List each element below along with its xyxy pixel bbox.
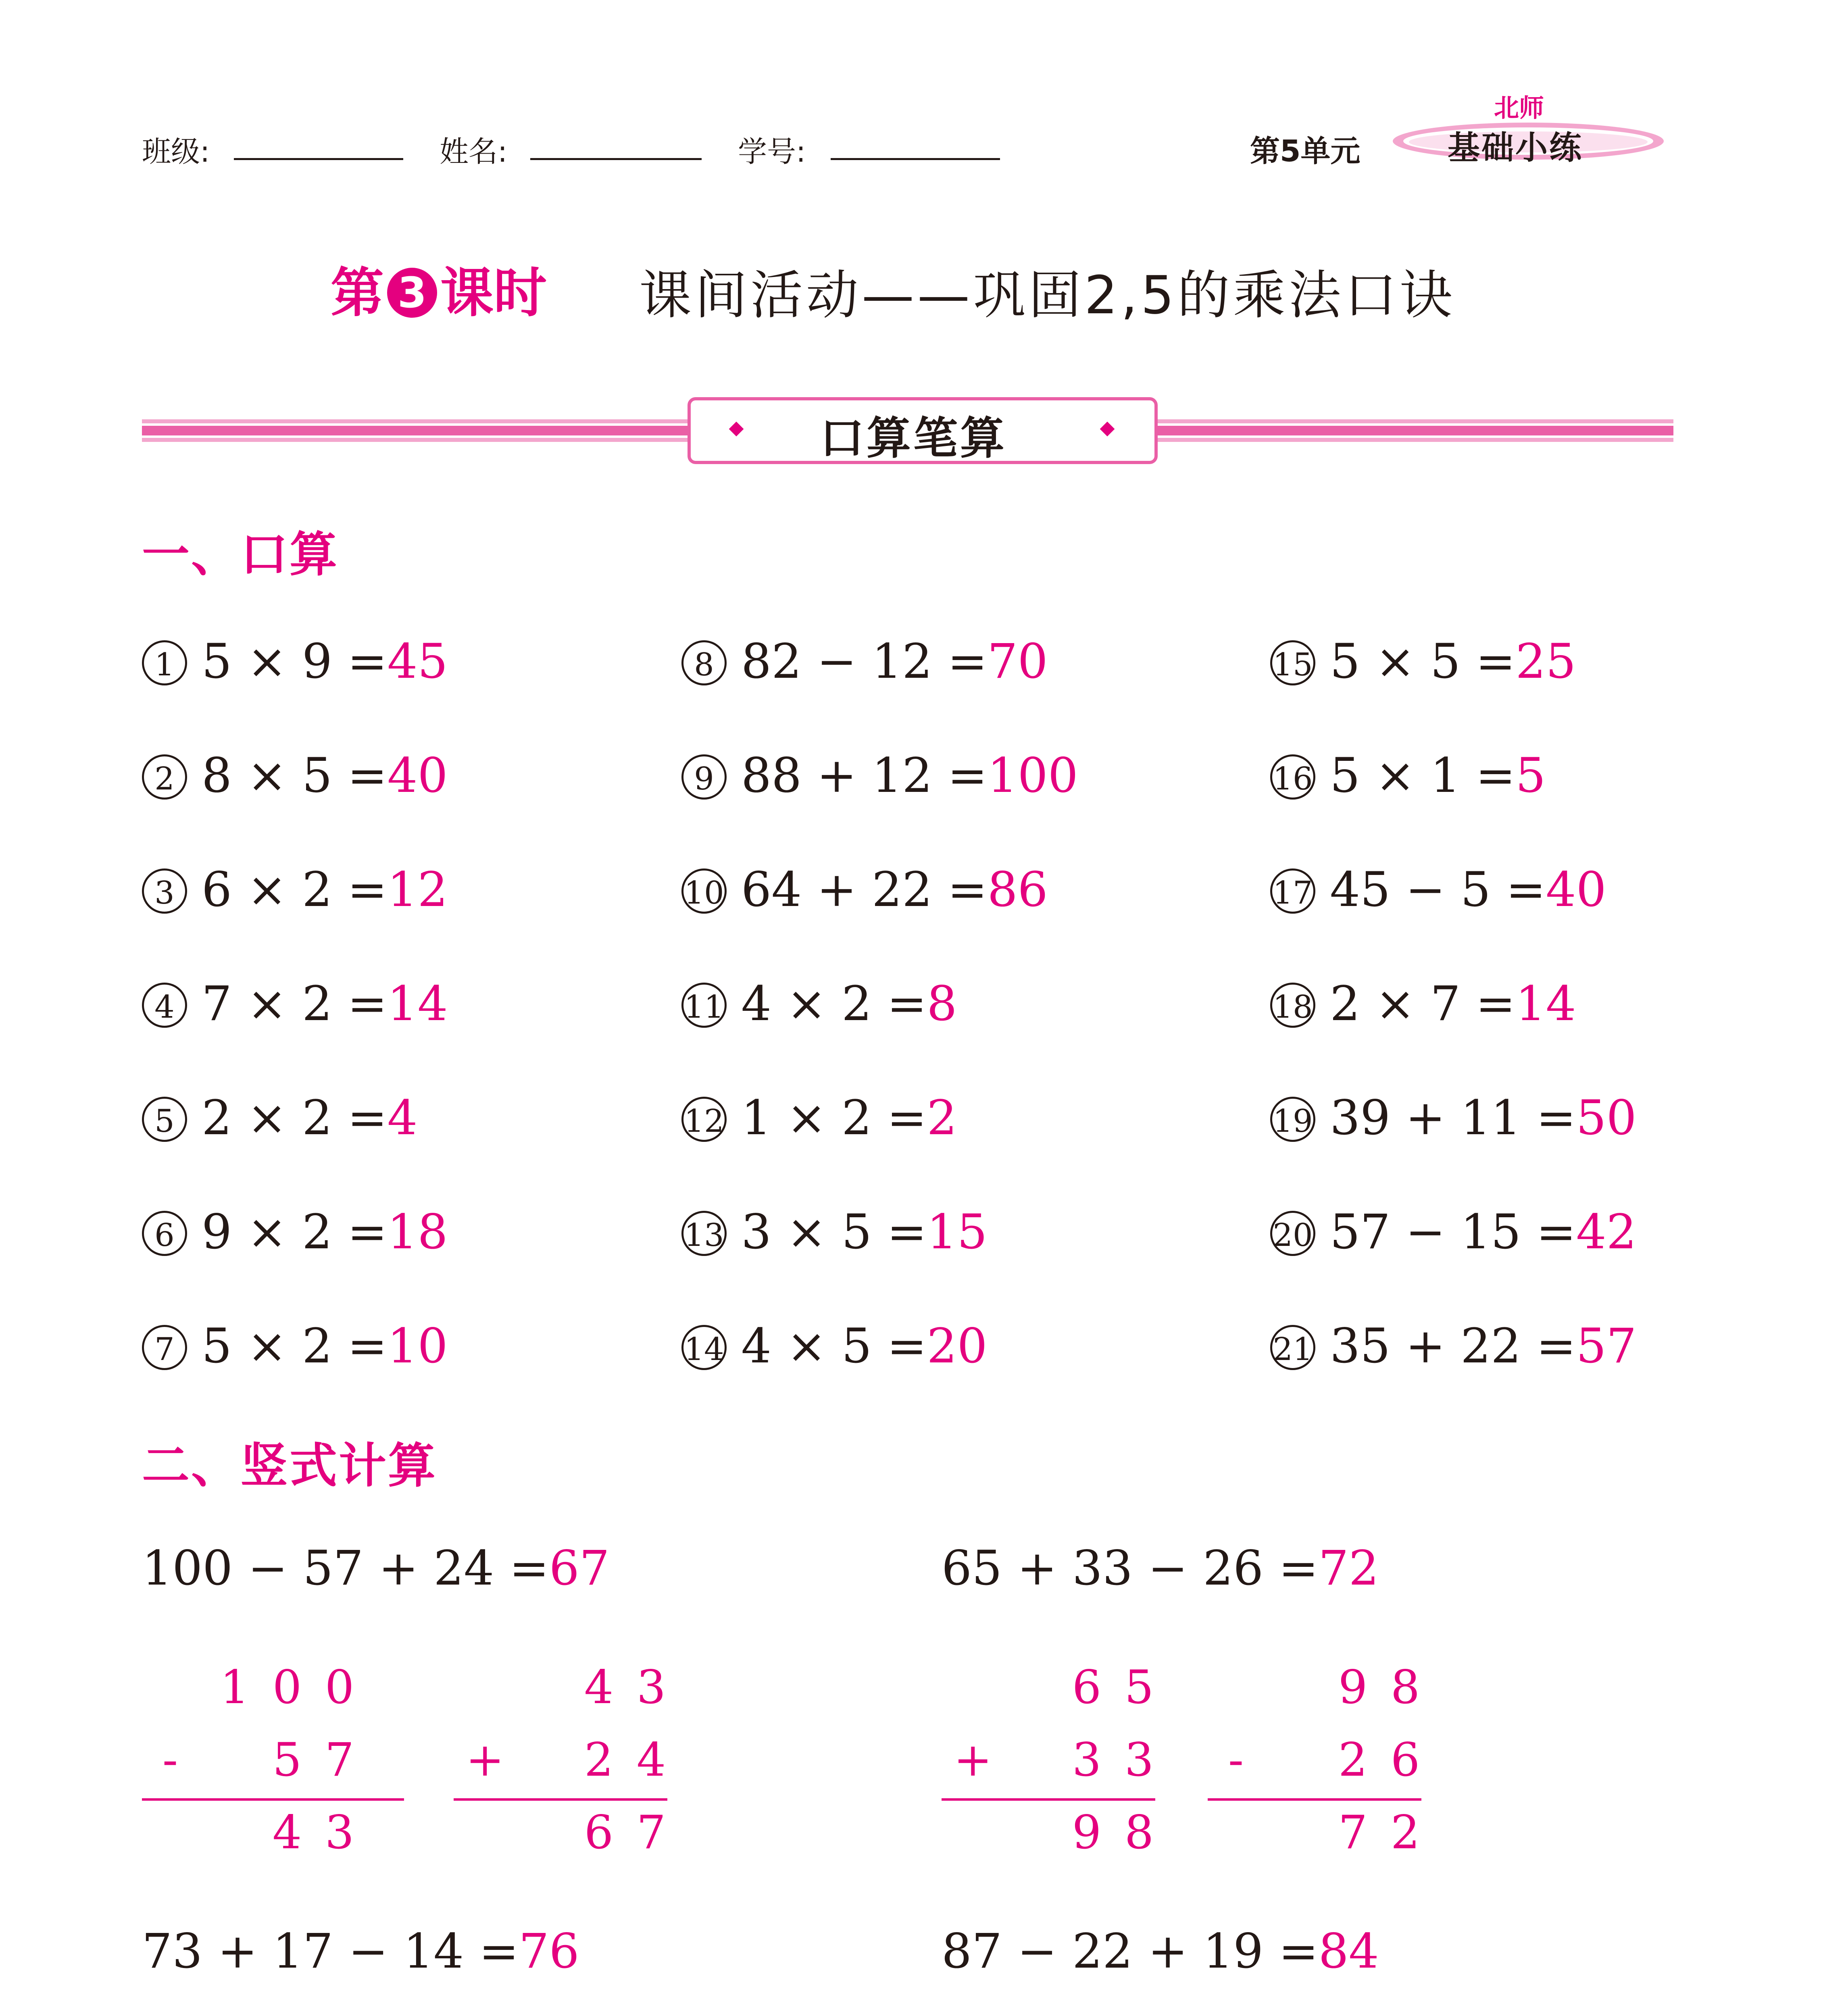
calc-digit: 7 <box>325 1733 354 1787</box>
unit-label: 第5单元 <box>1250 134 1361 169</box>
calc-result-row <box>142 1802 368 1863</box>
oral-problem <box>681 1204 988 1260</box>
calc-underline <box>1208 1798 1421 1801</box>
calc-result-row <box>454 1802 679 1863</box>
oral-problem <box>142 1318 448 1374</box>
oral-problem <box>1270 861 1606 918</box>
vertical-equation <box>942 1923 1379 1979</box>
oral-problem <box>681 1318 988 1374</box>
equation-answer: 84 <box>1318 1923 1379 1979</box>
problem-expression: 45 − 5 = <box>1330 862 1546 917</box>
calc-digit: 7 <box>636 1806 666 1859</box>
problem-expression: 82 − 12 = <box>741 633 988 689</box>
vertical-equation <box>142 1540 610 1596</box>
calc-digit: 2 <box>584 1733 614 1787</box>
equation-expression: 100 − 57 + 24 = <box>142 1540 549 1596</box>
oral-problem <box>681 633 1048 689</box>
oral-problem <box>142 1204 448 1260</box>
problem-answer: 25 <box>1515 633 1576 689</box>
problem-answer: 4 <box>387 1090 418 1145</box>
oral-problem <box>681 747 1078 804</box>
problem-number-circle: 4 <box>142 983 187 1028</box>
problem-answer: 20 <box>927 1318 988 1374</box>
calc-digit: 8 <box>1390 1660 1420 1714</box>
equation-answer: 76 <box>519 1923 579 1979</box>
problem-number-circle: 16 <box>1270 754 1315 800</box>
problem-expression: 35 + 22 = <box>1330 1318 1576 1374</box>
problem-answer: 70 <box>987 633 1048 689</box>
problem-answer: 2 <box>927 1090 957 1145</box>
problem-number-circle: 14 <box>681 1325 727 1370</box>
lesson-suffix: 课时 <box>440 262 547 324</box>
calc-digit: 5 <box>272 1733 302 1787</box>
id-label: 学号: <box>738 135 806 169</box>
problem-answer: 14 <box>1515 976 1576 1031</box>
calc-digit: 0 <box>272 1660 302 1714</box>
calc-operator: - <box>1228 1733 1244 1787</box>
problem-answer: 42 <box>1576 1204 1637 1260</box>
calc-underline <box>142 1798 404 1801</box>
oral-problem <box>681 975 957 1032</box>
equation-expression: 65 + 33 − 26 = <box>942 1540 1319 1596</box>
problem-expression: 64 + 22 = <box>741 862 988 917</box>
name-field[interactable] <box>530 158 702 160</box>
calc-digit: 3 <box>325 1806 354 1859</box>
equation-expression: 87 − 22 + 19 = <box>942 1923 1319 1979</box>
banner-title: 口算笔算 <box>820 412 1007 464</box>
oral-problem <box>1270 975 1576 1032</box>
calc-digit: 4 <box>272 1806 302 1859</box>
badge-top-text: 北师 <box>1494 93 1544 123</box>
lesson-label <box>331 250 547 327</box>
problem-number-circle: 18 <box>1270 983 1315 1028</box>
oral-problem <box>142 1089 418 1146</box>
calc-underline <box>942 1798 1155 1801</box>
calc-result-row <box>942 1802 1167 1863</box>
calc-bottom-row <box>1208 1730 1433 1790</box>
banner-band-left <box>142 419 690 442</box>
problem-expression: 8 × 5 = <box>202 748 388 803</box>
problem-expression: 2 × 7 = <box>1330 976 1516 1031</box>
vertical-equation <box>142 1923 579 1979</box>
calc-digit: 7 <box>1338 1806 1368 1859</box>
problem-number-circle: 12 <box>681 1097 727 1142</box>
problem-answer: 40 <box>387 748 448 803</box>
problem-number-circle: 21 <box>1270 1325 1315 1370</box>
problem-expression: 57 − 15 = <box>1330 1204 1576 1260</box>
lesson-number-circle: 3 <box>387 268 437 318</box>
oral-problem <box>1270 1204 1637 1260</box>
problem-expression: 4 × 2 = <box>741 976 927 1031</box>
calc-bottom-row <box>142 1730 368 1790</box>
calc-top-row <box>454 1657 679 1718</box>
problem-answer: 86 <box>987 862 1048 917</box>
calc-bottom-row <box>942 1730 1167 1790</box>
calc-underline <box>454 1798 667 1801</box>
oral-problem <box>142 633 448 689</box>
problem-number-circle: 20 <box>1270 1211 1315 1256</box>
problem-number-circle: 1 <box>142 640 187 685</box>
calc-digit: 5 <box>1124 1660 1154 1714</box>
calc-digit: 3 <box>636 1660 666 1714</box>
problem-number-circle: 10 <box>681 868 727 914</box>
problem-number-circle: 17 <box>1270 868 1315 914</box>
id-field[interactable] <box>831 158 1000 160</box>
calc-digit: 8 <box>1124 1806 1154 1859</box>
calc-result-row <box>1208 1802 1433 1863</box>
oral-problem <box>1270 1089 1637 1146</box>
series-badge <box>1387 89 1669 167</box>
calc-digit: 4 <box>636 1733 666 1787</box>
lesson-title: 课间活动——巩固2,5的乘法口诀 <box>639 264 1456 326</box>
banner-band-right <box>1153 419 1673 442</box>
problem-answer: 10 <box>387 1318 448 1374</box>
oral-problem <box>1270 1318 1637 1374</box>
problem-number-circle: 13 <box>681 1211 727 1256</box>
name-label: 姓名: <box>440 135 508 169</box>
problem-answer: 100 <box>987 748 1078 803</box>
problem-number-circle: 6 <box>142 1211 187 1256</box>
class-field[interactable] <box>234 158 403 160</box>
problem-number-circle: 3 <box>142 868 187 914</box>
problem-answer: 15 <box>927 1204 988 1260</box>
problem-expression: 1 × 2 = <box>741 1090 927 1145</box>
problem-answer: 5 <box>1515 748 1546 803</box>
problem-expression: 7 × 2 = <box>202 976 388 1031</box>
calc-digit: 6 <box>1072 1660 1102 1714</box>
calc-digit: 1 <box>220 1660 250 1714</box>
oral-problem <box>1270 633 1576 689</box>
calc-digit: 2 <box>1338 1733 1368 1787</box>
equation-answer: 72 <box>1318 1540 1379 1596</box>
problem-answer: 8 <box>927 976 957 1031</box>
calc-top-row <box>942 1657 1167 1718</box>
diamond-icon <box>729 422 744 437</box>
calc-bottom-row <box>454 1730 679 1790</box>
problem-answer: 14 <box>387 976 448 1031</box>
calc-operator: + <box>466 1733 504 1787</box>
problem-expression: 3 × 5 = <box>741 1204 927 1260</box>
problem-expression: 5 × 9 = <box>202 633 388 689</box>
calc-operator: + <box>954 1733 992 1787</box>
calc-digit: 9 <box>1338 1660 1368 1714</box>
calc-digit: 6 <box>1390 1733 1420 1787</box>
banner-box <box>688 397 1158 464</box>
section-oral-title: 一、口算 <box>142 527 339 582</box>
problem-expression: 6 × 2 = <box>202 862 388 917</box>
problem-expression: 5 × 5 = <box>1330 633 1516 689</box>
section-vertical-title: 二、竖式计算 <box>142 1438 438 1493</box>
oral-problem <box>142 975 448 1032</box>
problem-expression: 5 × 2 = <box>202 1318 388 1374</box>
problem-answer: 40 <box>1546 862 1606 917</box>
problem-number-circle: 2 <box>142 754 187 800</box>
problem-expression: 5 × 1 = <box>1330 748 1516 803</box>
problem-number-circle: 11 <box>681 983 727 1028</box>
badge-main-text: 基础小练 <box>1448 129 1583 167</box>
problem-expression: 4 × 5 = <box>741 1318 927 1374</box>
problem-number-circle: 7 <box>142 1325 187 1370</box>
problem-expression: 88 + 12 = <box>741 748 988 803</box>
oral-problem <box>681 1089 957 1146</box>
diamond-icon <box>1100 422 1115 437</box>
calc-digit: 4 <box>584 1660 614 1714</box>
oral-problem <box>142 861 448 918</box>
oral-problem <box>681 861 1048 918</box>
problem-answer: 57 <box>1576 1318 1637 1374</box>
calc-operator: - <box>162 1733 178 1787</box>
calc-top-row <box>1208 1657 1433 1718</box>
equation-expression: 73 + 17 − 14 = <box>142 1923 519 1979</box>
problem-answer: 50 <box>1576 1090 1637 1145</box>
calc-digit: 3 <box>1072 1733 1102 1787</box>
problem-expression: 2 × 2 = <box>202 1090 388 1145</box>
vertical-equation <box>942 1540 1379 1596</box>
problem-expression: 39 + 11 = <box>1330 1090 1576 1145</box>
equation-answer: 67 <box>549 1540 610 1596</box>
problem-number-circle: 8 <box>681 640 727 685</box>
problem-number-circle: 9 <box>681 754 727 800</box>
problem-number-circle: 5 <box>142 1097 187 1142</box>
problem-expression: 9 × 2 = <box>202 1204 388 1260</box>
problem-answer: 45 <box>387 633 448 689</box>
lesson-prefix: 第 <box>331 262 384 324</box>
problem-number-circle: 15 <box>1270 640 1315 685</box>
calc-digit: 0 <box>325 1660 354 1714</box>
calc-digit: 6 <box>584 1806 614 1859</box>
problem-answer: 18 <box>387 1204 448 1260</box>
calc-top-row <box>142 1657 368 1718</box>
calc-digit: 3 <box>1124 1733 1154 1787</box>
problem-answer: 12 <box>387 862 448 917</box>
calc-digit: 2 <box>1390 1806 1420 1859</box>
class-label: 班级: <box>142 135 210 169</box>
calc-digit: 9 <box>1072 1806 1102 1859</box>
oral-problem <box>1270 747 1546 804</box>
oral-problem <box>142 747 448 804</box>
problem-number-circle: 19 <box>1270 1097 1315 1142</box>
